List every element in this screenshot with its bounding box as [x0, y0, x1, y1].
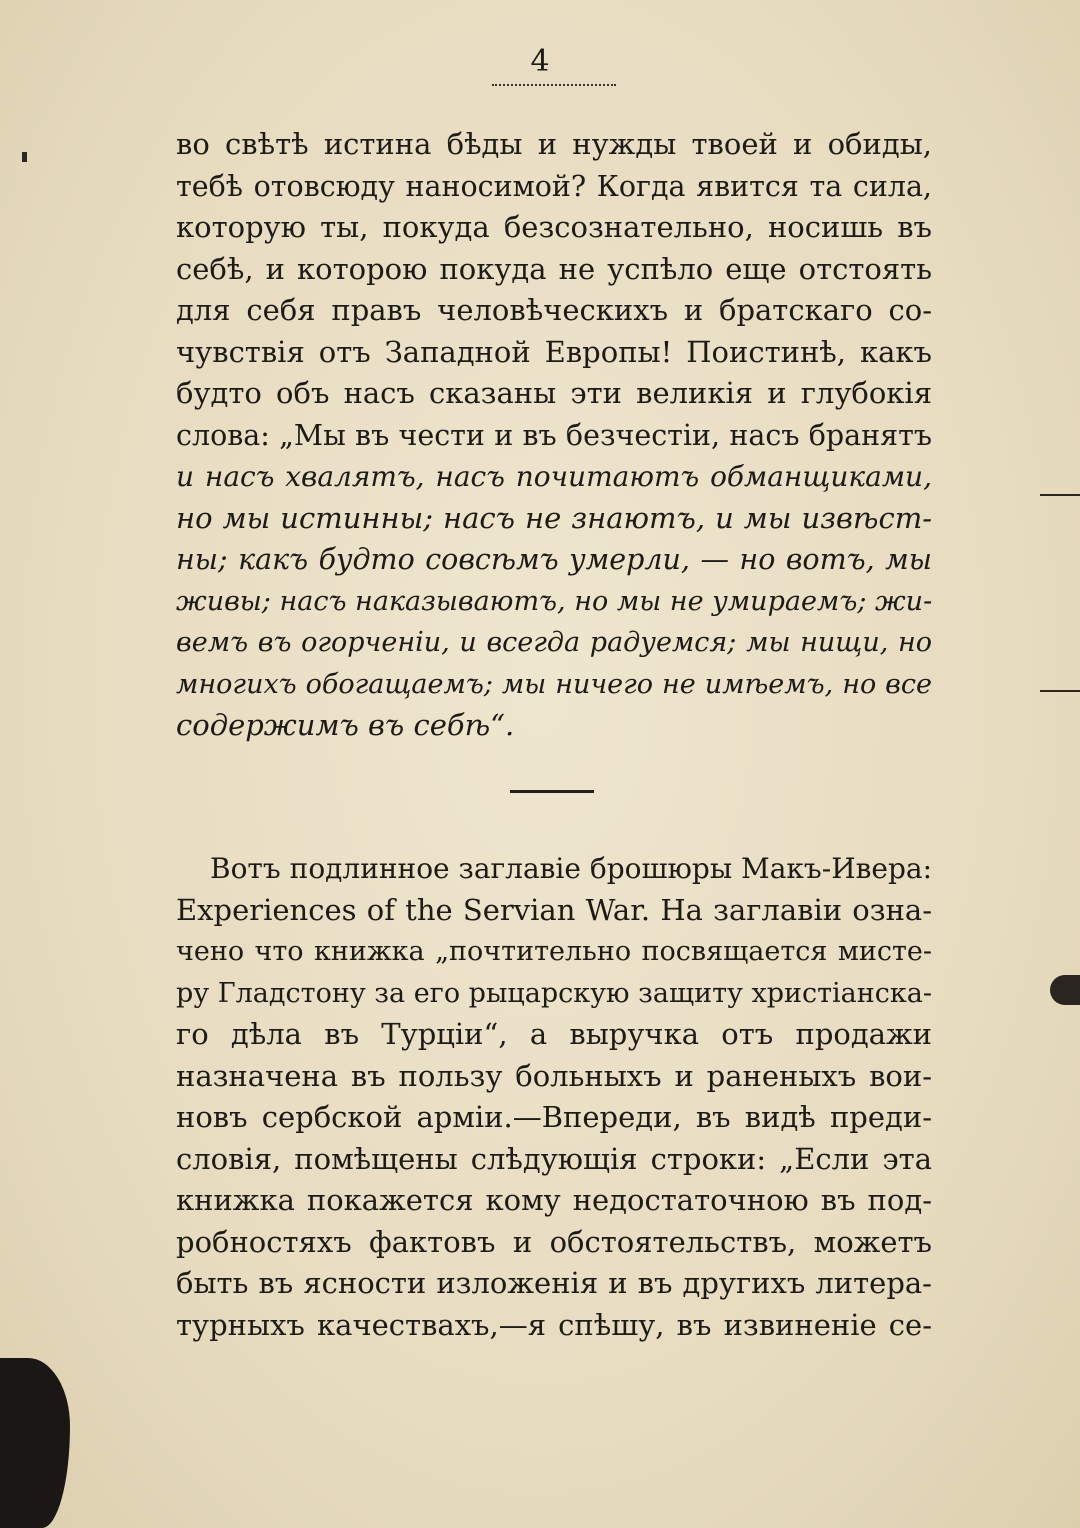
- text-line: словія, помѣщены слѣдующія строки: „Если эта: [176, 1141, 932, 1176]
- text-line: назначена въ пользу больныхъ и раненыхъ вои-: [176, 1058, 932, 1093]
- quote-line: живы; насъ наказываютъ, но мы не умираемъ; жи-: [176, 585, 933, 617]
- text-line: книжка покажется кому недостаточною въ под-: [176, 1183, 932, 1217]
- text-line: быть въ ясности изложенія и въ другихъ литера-: [176, 1266, 932, 1300]
- quote-line: и насъ хвалятъ, насъ почитаютъ обманщиками,: [176, 460, 932, 493]
- section-separator: [510, 790, 594, 793]
- header-dotted-rule: [492, 84, 616, 86]
- paragraph-1: [176, 124, 932, 747]
- text-line: для себя правъ человѣческихъ и братскаго со-: [176, 293, 932, 327]
- quote-line: многихъ обогащаемъ; мы ничего не имѣемъ, но все: [176, 668, 932, 700]
- quote-line: но мы истинны; насъ не знаютъ, и мы извѣст-: [176, 500, 932, 535]
- text-line: чено что книжка „почтительно посвящается мисте-: [176, 936, 932, 967]
- margin-mark: [1040, 494, 1080, 496]
- text-line: го дѣла въ Турціи“, а выручка отъ продажи: [176, 1017, 932, 1051]
- margin-mark: [22, 152, 27, 162]
- text-line: турныхъ качествахъ,—я спѣшу, въ извиненіе се-: [176, 1307, 932, 1342]
- text-line: Вотъ подлинное заглавіе брошюры Макъ-Ивера:: [210, 852, 932, 885]
- text-line: новъ сербской арміи.—Впереди, въ видѣ преди-: [176, 1100, 932, 1134]
- text-line: себѣ, и которою покуда не успѣло еще отстоять: [176, 251, 932, 286]
- text-line: тебѣ отовсюду наносимой? Когда явится та сила,: [176, 169, 932, 203]
- text-line: слова: „Мы въ чести и въ безчестіи, насъ бранятъ: [176, 418, 932, 452]
- page-number: 4: [530, 44, 550, 79]
- quote-line: ны; какъ будто совсѣмъ умерли, — но вотъ, мы: [176, 543, 932, 576]
- text-line: будто объ насъ сказаны эти великія и глубокія: [176, 376, 932, 410]
- text-line: которую ты, покуда безсознательно, носишь въ: [176, 210, 932, 244]
- text-line: чувствія отъ Западной Европы! Поистинѣ, какъ: [176, 334, 932, 369]
- text-line: во свѣтѣ истина бѣды и нужды твоей и обиды,: [176, 127, 932, 161]
- text-line: Experiences of the Servian War. На заглавіи озна-: [176, 892, 932, 927]
- text-line: ру Гладстону за его рыцарскую защиту христіанска-: [176, 977, 932, 1009]
- paragraph-2: [176, 848, 932, 1346]
- text-line: робностяхъ фактовъ и обстоятельствъ, можетъ: [176, 1224, 932, 1259]
- ink-blot: [0, 1358, 70, 1528]
- margin-mark: [1040, 690, 1080, 692]
- quote-line: содержимъ въ себѣ“.: [176, 708, 515, 742]
- ink-blot: [1050, 975, 1080, 1005]
- quote-line: вемъ въ огорченіи, и всегда радуемся; мы нищи, но: [176, 627, 932, 658]
